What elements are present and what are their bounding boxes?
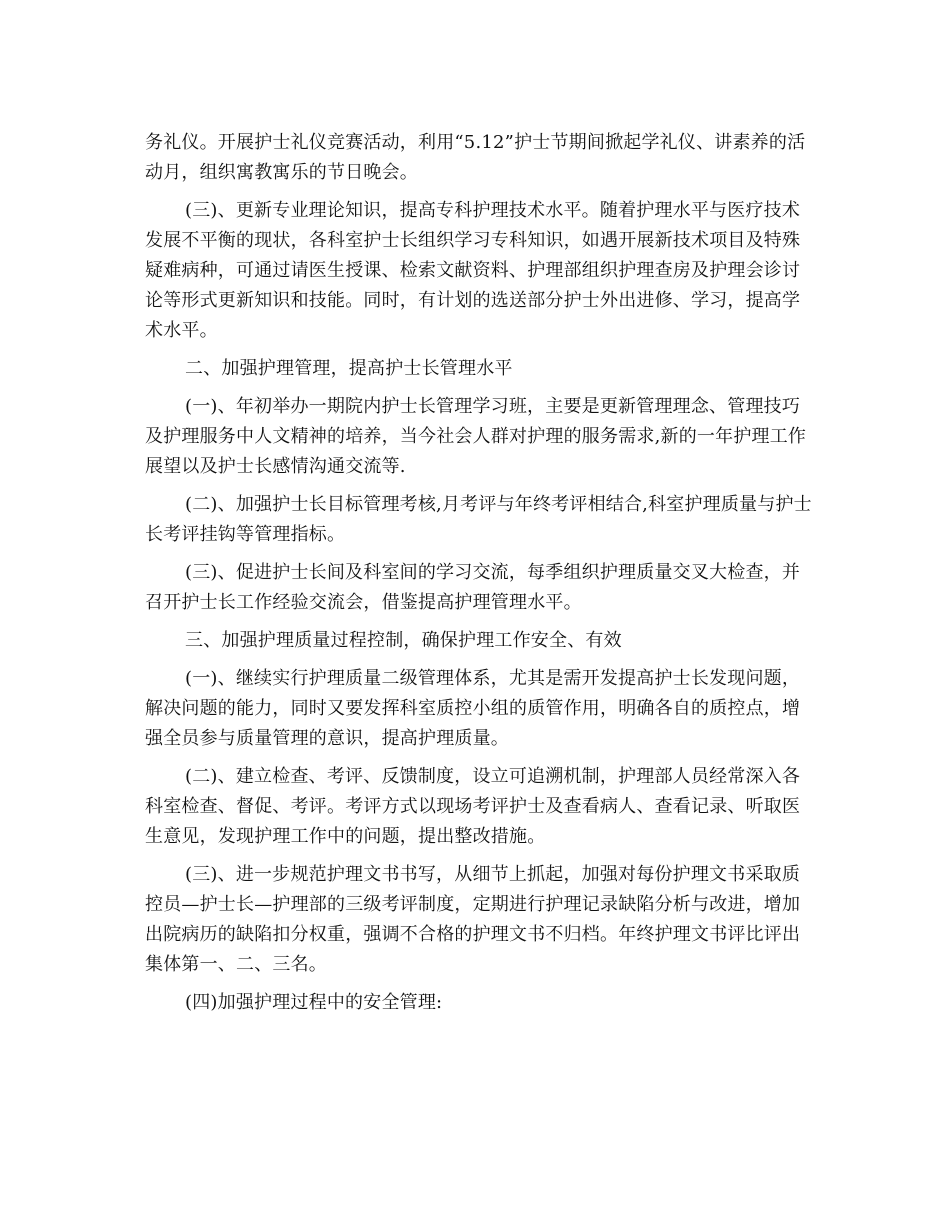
document-body: [145, 128, 813, 1018]
paragraph-nursing-documents: (三)、进一步规范护理文书书写，从细节上抓起，加强对每份护理文书采取质控员—护士长—护理部的三级考评制度，定期进行护理记录缺陷分析与改进，增加出院病历的缺陷扣分权重，强调不合格的护理文书不归档。年终护理文书评比评出集体第一、二、三名。: [145, 864, 801, 975]
section-heading-quality-control: 三、加强护理质量过程控制，确保护理工作安全、有效: [185, 630, 622, 651]
paragraph-safety-management: (四)加强护理过程中的安全管理:: [185, 992, 443, 1013]
paragraph-training-class: (一)、年初举办一期院内护士长管理学习班，主要是更新管理理念、管理技巧及护理服务中人文精神的培养，当今社会人群对护理的服务需求,新的一年护理工作展望以及护士长感情沟通交流等.: [145, 396, 807, 477]
section-heading-management: 二、加强护理管理，提高护士长管理水平: [185, 358, 513, 379]
paragraph-quality-system: (一)、继续实行护理质量二级管理体系，尤其是需开发提高护士长发现问题，解决问题的能力，同时又要发挥科室质控小组的质管作用，明确各自的质控点，增强全员参与质量管理的意识，提高护理质量。: [145, 668, 801, 749]
paragraph-inspection-system: (二)、建立检查、考评、反馈制度，设立可追溯机制，护理部人员经常深入各科室检查、督促、考评。考评方式以现场考评护士及查看病人、查看记录、听取医生意见，发现护理工作中的问题，提出整改措施。: [145, 766, 801, 847]
paragraph-target-assessment: (二)、加强护士长目标管理考核,月考评与年终考评相结合,科室护理质量与护士长考评挂钩等管理指标。: [145, 494, 812, 545]
paragraph-exchange: (三)、促进护士长间及科室间的学习交流，每季组织护理质量交叉大检查，并召开护士长工作经验交流会，借鉴提高护理管理水平。: [145, 562, 801, 613]
paragraph-update-knowledge: (三)、更新专业理论知识，提高专科护理技术水平。随着护理水平与医疗技术发展不平衡的现状，各科室护士长组织学习专科知识，如遇开展新技术项目及特殊疑难病种，可通过请医生授课、检索文献资料、护理部组织护理查房及护理会诊讨论等形式更新知识和技能。同时，有计划的选送部分护士外出进修、学习，提高学术水平。: [145, 200, 801, 341]
paragraph-etiquette-continuation: 务礼仪。开展护士礼仪竞赛活动，利用“5.12”护士节期间掀起学礼仪、讲素养的活动月，组织寓教寓乐的节日晚会。: [145, 132, 806, 183]
